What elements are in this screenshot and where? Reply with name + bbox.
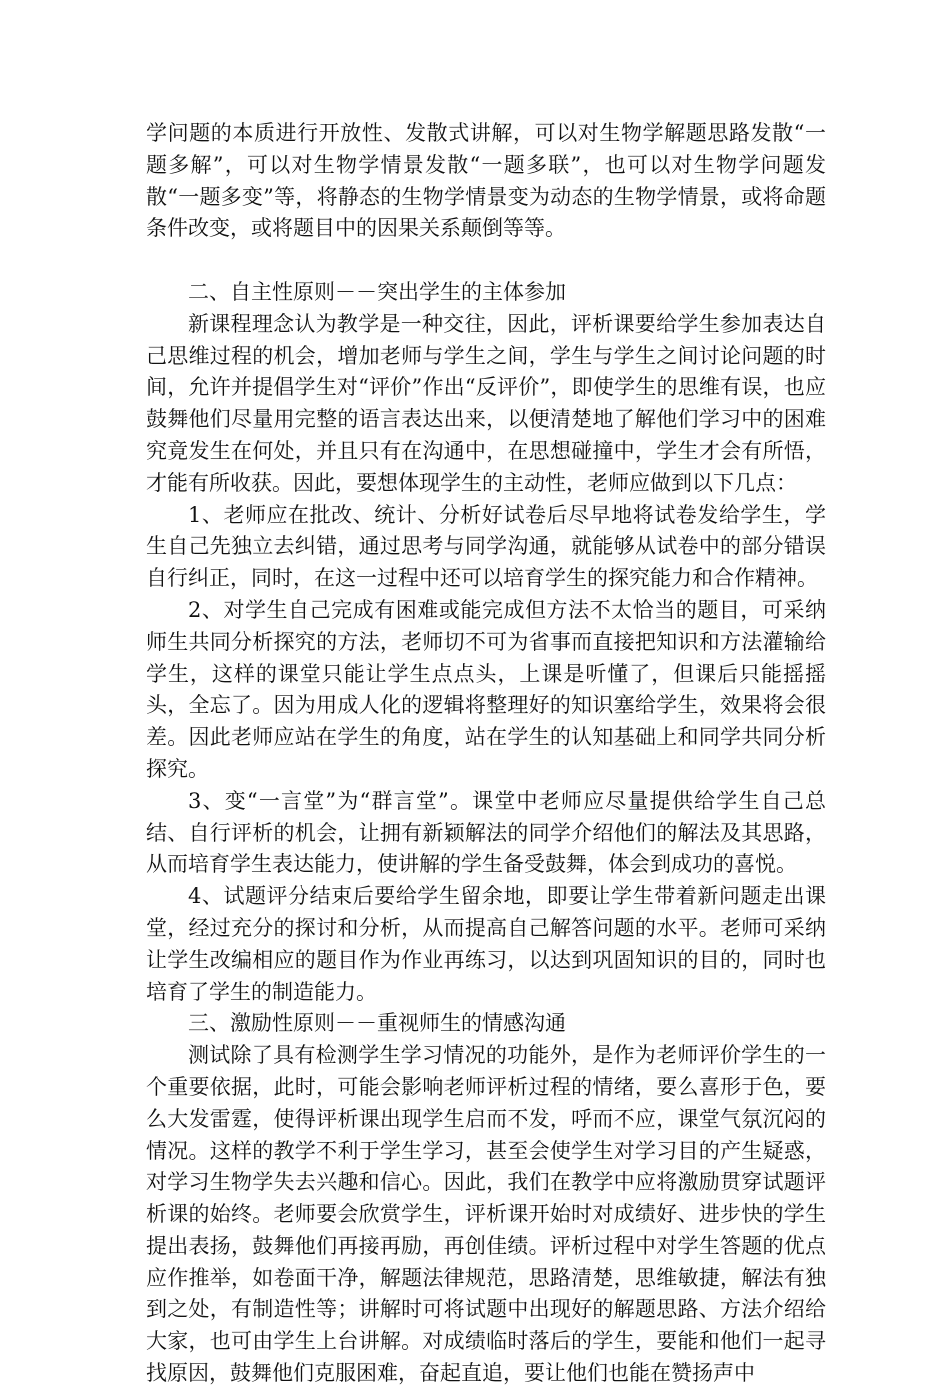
section-heading-autonomy-principle: 二、自主性原则－－突出学生的主体参加 — [188, 279, 566, 304]
list-item-4: 4、试题评分结束后要给学生留余地，即要让学生带着新问题走出课堂，经过充分的探讨和分析，从而提高自己解答问题的水平。老师可采纳让学生改编相应的题目作为作业再练习，以达到巩固知识的目的，同时也培育了学生的制造能力。 — [146, 884, 826, 1004]
section-heading-incentive-principle: 三、激励性原则－－重视师生的情感沟通 — [188, 1011, 566, 1036]
body-paragraph-continued: 学问题的本质进行开放性、发散式讲解，可以对生物学解题思路发散“一题多解”，可以对生物学情景发散“一题多联”，也可以对生物学问题发散“一题多变”等，将静态的生物学情景变为动态的生物学情景，或将命题条件改变，或将题目中的因果关系颠倒等等。 — [146, 121, 826, 241]
list-item-1: 1、老师应在批改、统计、分析好试卷后尽早地将试卷发给学生，学生自己先独立去纠错，通过思考与同学沟通，就能够从试卷中的部分错误自行纠正，同时，在这一过程中还可以培育学生的探究能力和合作精神。 — [146, 502, 826, 591]
document-body — [146, 118, 826, 1390]
body-paragraph: 新课程理念认为教学是一种交往，因此，评析课要给学生参加表达自己思维过程的机会，增加老师与学生之间，学生与学生之间讨论问题的时间，允许并提倡学生对“评价”作出“反评价”，即使学生的思维有误，也应鼓舞他们尽量用完整的语言表达出来，以便清楚地了解他们学习中的困难究竟发生在何处，并且只有在沟通中，在思想碰撞中，学生才会有所悟，才能有所收获。因此，要想体现学生的主动性，老师应做到以下几点： — [146, 311, 826, 495]
body-paragraph: 测试除了具有检测学生学习情况的功能外，是作为老师评价学生的一个重要依据，此时，可能会影响老师评析过程的情绪，要么喜形于色，要么大发雷霆，使得评析课出现学生启而不发，呼而不应，课堂气氛沉闷的情况。这样的教学不利于学生学习，甚至会使学生对学习目的产生疑惑，对学习生物学失去兴趣和信心。因此，我们在教学中应将激励贯穿试题评析课的始终。老师要会欣赏学生，评析课开始时对成绩好、进步快的学生提出表扬，鼓舞他们再接再励，再创佳绩。评析过程中对学生答题的优点应作推举，如卷面干净，解题法律规范，思路清楚，思维敏捷，解法有独到之处，有制造性等；讲解时可将试题中出现好的解题思路、方法介绍给大家，也可由学生上台讲解。对成绩临时落后的学生，要能和他们一起寻找原因，鼓舞他们克服困难，奋起直追，要让他们也能在赞扬声中 — [146, 1043, 826, 1386]
paragraph-gap — [146, 245, 826, 277]
list-item-3: 3、变“一言堂”为“群言堂”。课堂中老师应尽量提供给学生自己总结、自行评析的机会，让拥有新颖解法的同学介绍他们的解法及其思路，从而培育学生表达能力，使讲解的学生备受鼓舞，体会到成功的喜悦。 — [146, 788, 826, 877]
list-item-2: 2、对学生自己完成有困难或能完成但方法不太恰当的题目，可采纳师生共同分析探究的方法，老师切不可为省事而直接把知识和方法灌输给学生，这样的课堂只能让学生点点头，上课是听懂了，但课后只能摇摇头，全忘了。因为用成人化的逻辑将整理好的知识塞给学生，效果将会很差。因此老师应站在学生的角度，站在学生的认知基础上和同学共同分析探究。 — [146, 597, 826, 781]
